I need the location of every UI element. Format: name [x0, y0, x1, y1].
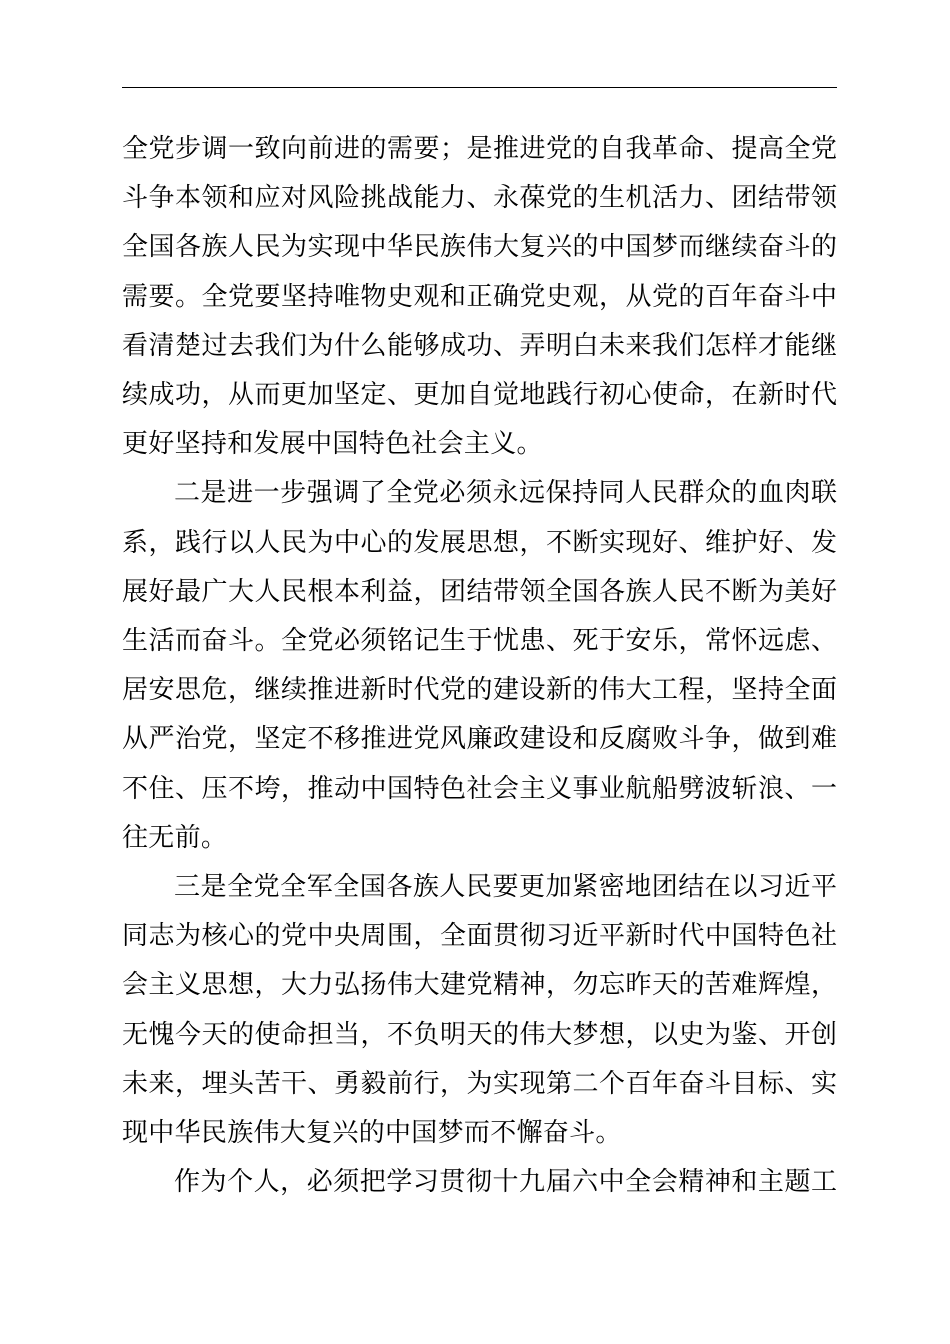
body-text — [122, 125, 837, 1207]
paragraph-line: 看清楚过去我们为什么能够成功、弄明白未来我们怎样才能继 — [122, 330, 837, 361]
paragraph-line: 需要。全党要坚持唯物史观和正确党史观，从党的百年奋斗中 — [122, 281, 837, 312]
paragraph-line: 同志为核心的党中央周围，全面贯彻习近平新时代中国特色社 — [122, 921, 837, 952]
paragraph-4 — [122, 1158, 837, 1207]
paragraph-line: 居安思危，继续推进新时代党的建设新的伟大工程，坚持全面 — [122, 675, 837, 706]
paragraph-line: 未来，埋头苦干、勇毅前行，为实现第二个百年奋斗目标、实 — [122, 1068, 837, 1099]
paragraph-line: 不住、压不垮，推动中国特色社会主义事业航船劈波斩浪、一 — [122, 773, 837, 804]
paragraph-line: 二是进一步强调了全党必须永远保持同人民群众的血肉联 — [174, 478, 837, 509]
paragraph-line: 现中华民族伟大复兴的中国梦而不懈奋斗。 — [122, 1118, 622, 1149]
paragraph-line: 作为个人，必须把学习贯彻十九届六中全会精神和主题工 — [174, 1167, 837, 1198]
paragraph-line: 生活而奋斗。全党必须铭记生于忧患、死于安乐，常怀远虑、 — [122, 626, 837, 657]
paragraph-3 — [122, 863, 837, 1158]
paragraph-line: 全党步调一致向前进的需要；是推进党的自我革命、提高全党 — [122, 134, 837, 164]
paragraph-line: 更好坚持和发展中国特色社会主义。 — [122, 429, 543, 460]
paragraph-line: 展好最广大人民根本利益，团结带领全国各族人民不断为美好 — [122, 576, 837, 607]
paragraph-line: 三是全党全军全国各族人民要更加紧密地团结在以习近平 — [174, 872, 837, 903]
paragraph-line: 续成功，从而更加坚定、更加自觉地践行初心使命，在新时代 — [122, 380, 837, 411]
paragraph-line: 往无前。 — [122, 822, 228, 853]
header-rule — [122, 87, 837, 88]
paragraph-line: 无愧今天的使命担当，不负明天的伟大梦想，以史为鉴、开创 — [122, 1019, 837, 1050]
paragraph-line: 会主义思想，大力弘扬伟大建党精神，勿忘昨天的苦难辉煌， — [122, 970, 837, 1001]
paragraph-1 — [122, 125, 837, 469]
paragraph-line: 从严治党，坚定不移推进党风廉政建设和反腐败斗争，做到难 — [122, 724, 837, 755]
paragraph-2 — [122, 469, 837, 863]
paragraph-line: 斗争本领和应对风险挑战能力、永葆党的生机活力、团结带领 — [122, 183, 837, 214]
paragraph-line: 全国各族人民为实现中华民族伟大复兴的中国梦而继续奋斗的 — [122, 232, 837, 263]
paragraph-line: 系，践行以人民为中心的发展思想，不断实现好、维护好、发 — [122, 527, 837, 558]
